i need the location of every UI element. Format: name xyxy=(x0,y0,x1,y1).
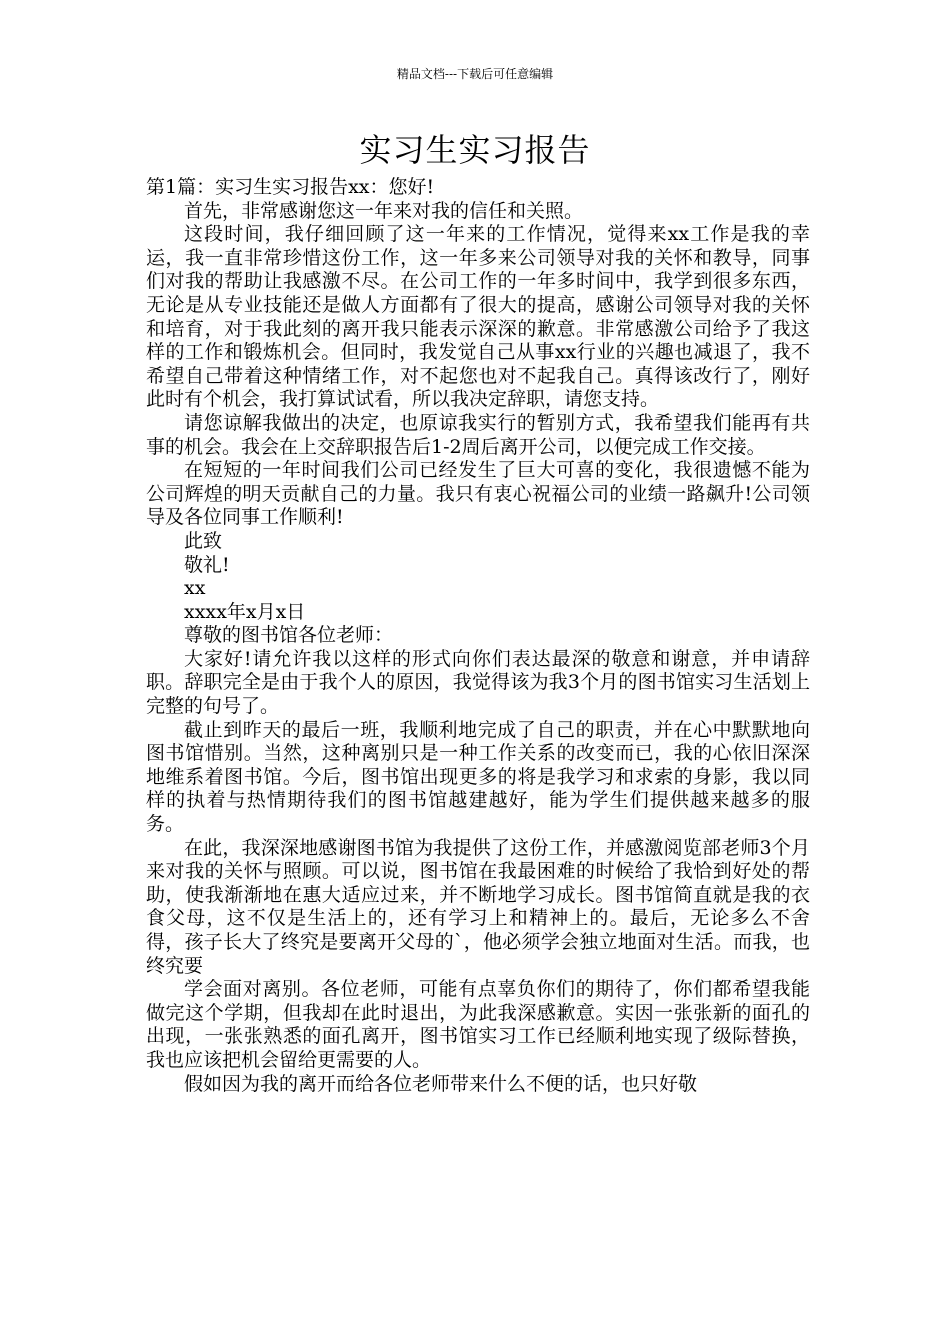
paragraph: 在短短的一年时间我们公司已经发生了巨大可喜的变化，我很遗憾不能为公司辉煌的明天贡献自己的力量。我只有衷心祝福公司的业绩一路飙升!公司领导及各位同事工作顺利! xyxy=(146,459,810,529)
closing-line: 此致 xyxy=(184,529,223,552)
closing-line: 敬礼! xyxy=(184,553,230,576)
date-line: xxxx年x月x日 xyxy=(184,600,306,623)
paragraph: 请您谅解我做出的决定，也原谅我实行的暂别方式，我希望我们能再有共事的机会。我会在上交辞职报告后1-2周后离开公司，以便完成工作交接。 xyxy=(146,411,810,458)
salutation: 尊敬的图书馆各位老师： xyxy=(184,624,394,647)
paragraph: 学会面对离别。各位老师，可能有点辜负你们的期待了，你们都希望我能做完这个学期，但我却在此时退出，为此我深感歉意。实因一张张新的面孔的出现，一张张熟悉的面孔离开，图书馆实习工作已经顺利地实现了级际替换，我也应该把机会留给更需要的人。 xyxy=(146,978,810,1071)
paragraph: 截止到昨天的最后一班，我顺利地完成了自己的职责，并在心中默默地向图书馆惜别。当然，这种离别只是一种工作关系的改变而已，我的心依旧深深地维系着图书馆。今后，图书馆出现更多的将是我学习和求索的身影，我以同样的执着与热情期待我们的图书馆越建越好，能为学生们提供越来越多的服务。 xyxy=(146,718,810,836)
document-body xyxy=(146,176,810,1096)
page-header: 精品文档---下载后可任意编辑 xyxy=(396,67,554,81)
document-title: 实习生实习报告 xyxy=(359,131,591,169)
paragraph: 第1篇：实习生实习报告xx：您好! xyxy=(146,176,435,198)
paragraph: 大家好!请允许我以这样的形式向你们表达最深的敬意和谢意，并申请辞职。辞职完全是由于我个人的原因，我觉得该为我3个月的图书馆实习生活划上完整的句号了。 xyxy=(146,647,810,718)
signature: xx xyxy=(184,577,206,600)
paragraph: 假如因为我的离开而给各位老师带来什么不便的话，也只好敬 xyxy=(184,1072,698,1095)
paragraph: 首先，非常感谢您这一年来对我的信任和关照。 xyxy=(184,199,584,222)
paragraph: 这段时间，我仔细回顾了这一年来的工作情况，觉得来xx工作是我的幸运，我一直非常珍惜这份工作，这一年多来公司领导对我的关怀和教导，同事们对我的帮助让我感激不尽。在公司工作的一年多时间中，我学到很多东西，无论是从专业技能还是做人方面都有了很大的提高，感谢公司领导对我的关怀和培育，对于我此刻的离开我只能表示深深的歉意。非常感激公司给予了我这样的工作和锻炼机会。但同时，我发觉自己从事xx行业的兴趣也减退了，我不希望自己带着这种情绪工作，对不起您也对不起我自己。真得该改行了，刚好此时有个机会，我打算试试看，所以我决定辞职，请您支持。 xyxy=(146,223,810,411)
paragraph: 在此，我深深地感谢图书馆为我提供了这份工作，并感激阅览部老师3个月来对我的关怀与照顾。可以说，图书馆在我最困难的时候给了我恰到好处的帮助，使我渐渐地在惠大适应过来，并不断地学习成长。图书馆简直就是我的衣食父母，这不仅是生活上的，还有学习上和精神上的。最后，无论多么不舍得，孩子长大了终究是要离开父母的`，他必须学会独立地面对生活。而我，也终究要 xyxy=(146,836,810,977)
